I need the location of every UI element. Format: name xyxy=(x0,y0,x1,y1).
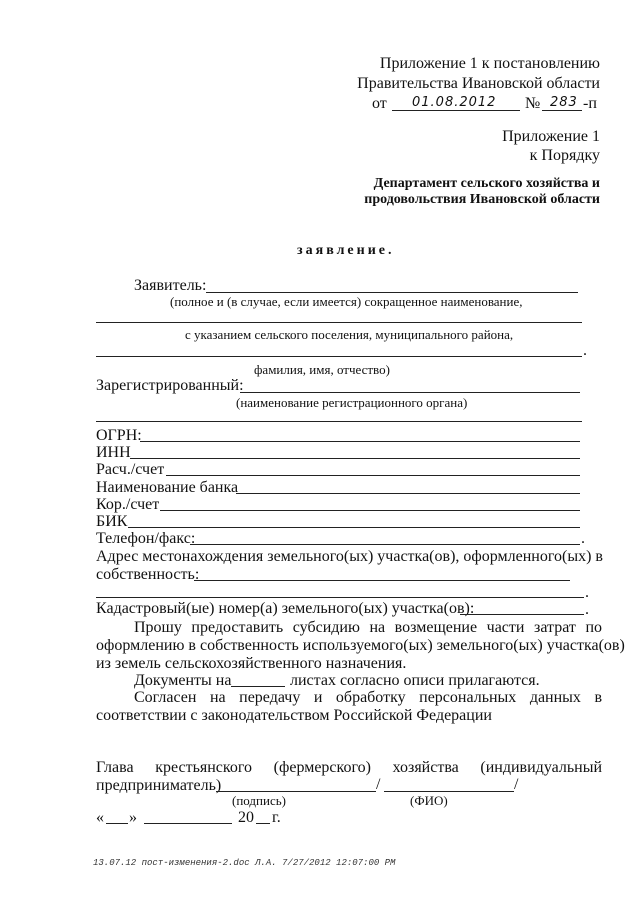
date-year-prefix: 20 xyxy=(238,809,254,826)
address-line-2: собственность: xyxy=(96,566,200,583)
phone-line xyxy=(190,544,580,545)
number-value: 283 xyxy=(550,95,578,110)
account-label: Расч./счет xyxy=(96,461,165,478)
date-label: от xyxy=(372,95,387,112)
inn-label: ИНН xyxy=(96,444,131,461)
date-underline xyxy=(392,110,520,111)
corr-account-line xyxy=(160,510,580,511)
signature-slash-1: / xyxy=(376,776,381,793)
bank-label: Наименование банка xyxy=(96,479,239,496)
signature-slash-2: / xyxy=(514,776,519,793)
address-underline-1 xyxy=(194,580,570,581)
cadastral-period: . xyxy=(585,601,589,618)
signature-name-line xyxy=(384,791,514,792)
department-line-2: продовольствия Ивановской области xyxy=(364,192,600,207)
ogrn-label: ОГРН: xyxy=(96,427,142,444)
registered-line-2 xyxy=(96,421,582,422)
applicant-hint-2: с указанием сельского поселения, муниципального района, xyxy=(185,327,514,342)
inn-line xyxy=(130,458,580,459)
registered-hint: (наименование регистрационного органа) xyxy=(236,395,468,410)
address-period: . xyxy=(585,584,589,601)
date-value: 01.08.2012 xyxy=(412,95,497,110)
footer-file-info: 13.07.12 пост-изменения-2.doc Л.А. 7/27/2012 12:07:00 PM xyxy=(93,858,396,868)
date-year-line xyxy=(256,823,270,824)
header-line-2: Правительства Ивановской области xyxy=(357,75,600,92)
corr-account-label: Кор./счет xyxy=(96,496,160,513)
signature-sign-line xyxy=(216,791,376,792)
registered-label: Зарегистрированный: xyxy=(96,377,244,394)
request-line-3: из земель сельскохозяйственного назначения. xyxy=(96,655,407,672)
department-line-1: Департамент сельского хозяйства и xyxy=(373,176,600,191)
applicant-hint-3: фамилия, имя, отчество) xyxy=(254,362,390,377)
number-label: № xyxy=(525,95,541,112)
documents-count-line xyxy=(231,686,285,687)
signature-line-2: предприниматель) xyxy=(96,777,222,794)
number-underline xyxy=(542,110,582,111)
number-suffix: -п xyxy=(583,95,597,112)
ogrn-line xyxy=(140,441,580,442)
bank-line xyxy=(236,493,580,494)
account-line xyxy=(166,475,580,476)
signature-line-1: Глава крестьянского (фермерского) хозяйства (индивидуальный xyxy=(96,759,602,776)
applicant-line-3 xyxy=(96,356,582,357)
phone-period: . xyxy=(581,530,585,547)
documents-suffix: листах согласно описи прилагаются. xyxy=(290,672,540,689)
bik-label: БИК xyxy=(96,513,128,530)
cadastral-label: Кадастровый(ые) номер(а) земельного(ых) участка(ов): xyxy=(96,600,475,617)
applicant-line-3-period: . xyxy=(583,342,587,359)
document-title: заявление. xyxy=(297,243,395,258)
annex-line-2: к Порядку xyxy=(529,147,600,164)
request-line-2: оформлению в собственность используемого(ых) земельного(ых) участка(ов) xyxy=(96,637,625,654)
annex-line-1: Приложение 1 xyxy=(502,128,600,145)
date-open-quote: « xyxy=(96,809,104,826)
documents-prefix: Документы на xyxy=(134,672,232,689)
signature-sign-hint: (подпись) xyxy=(232,793,286,808)
applicant-hint-1: (полное и (в случае, если имеется) сокращенное наименование, xyxy=(170,294,523,309)
applicant-line-2 xyxy=(96,322,582,323)
bik-line xyxy=(128,527,580,528)
header-line-1: Приложение 1 к постановлению xyxy=(379,55,600,72)
date-year-suffix: г. xyxy=(272,809,281,826)
applicant-label: Заявитель: xyxy=(134,277,207,294)
consent-line-1: Согласен на передачу и обработку персональных данных в xyxy=(134,689,602,706)
consent-line-2: соответствии с законодательством Российской Федерации xyxy=(96,707,492,724)
date-month-line xyxy=(144,823,232,824)
address-line-1: Адрес местонахождения земельного(ых) участка(ов), оформленного(ых) в xyxy=(96,548,603,565)
address-underline-2 xyxy=(96,597,584,598)
date-close-quote: » xyxy=(129,809,137,826)
signature-name-hint: (ФИО) xyxy=(410,793,448,808)
date-day-line xyxy=(106,823,128,824)
phone-label: Телефон/факс: xyxy=(96,530,196,547)
applicant-line-1 xyxy=(206,292,578,293)
cadastral-line xyxy=(460,614,584,615)
request-line-1: Прошу предоставить субсидию на возмещение части затрат по xyxy=(134,619,602,636)
registered-line xyxy=(240,392,580,393)
